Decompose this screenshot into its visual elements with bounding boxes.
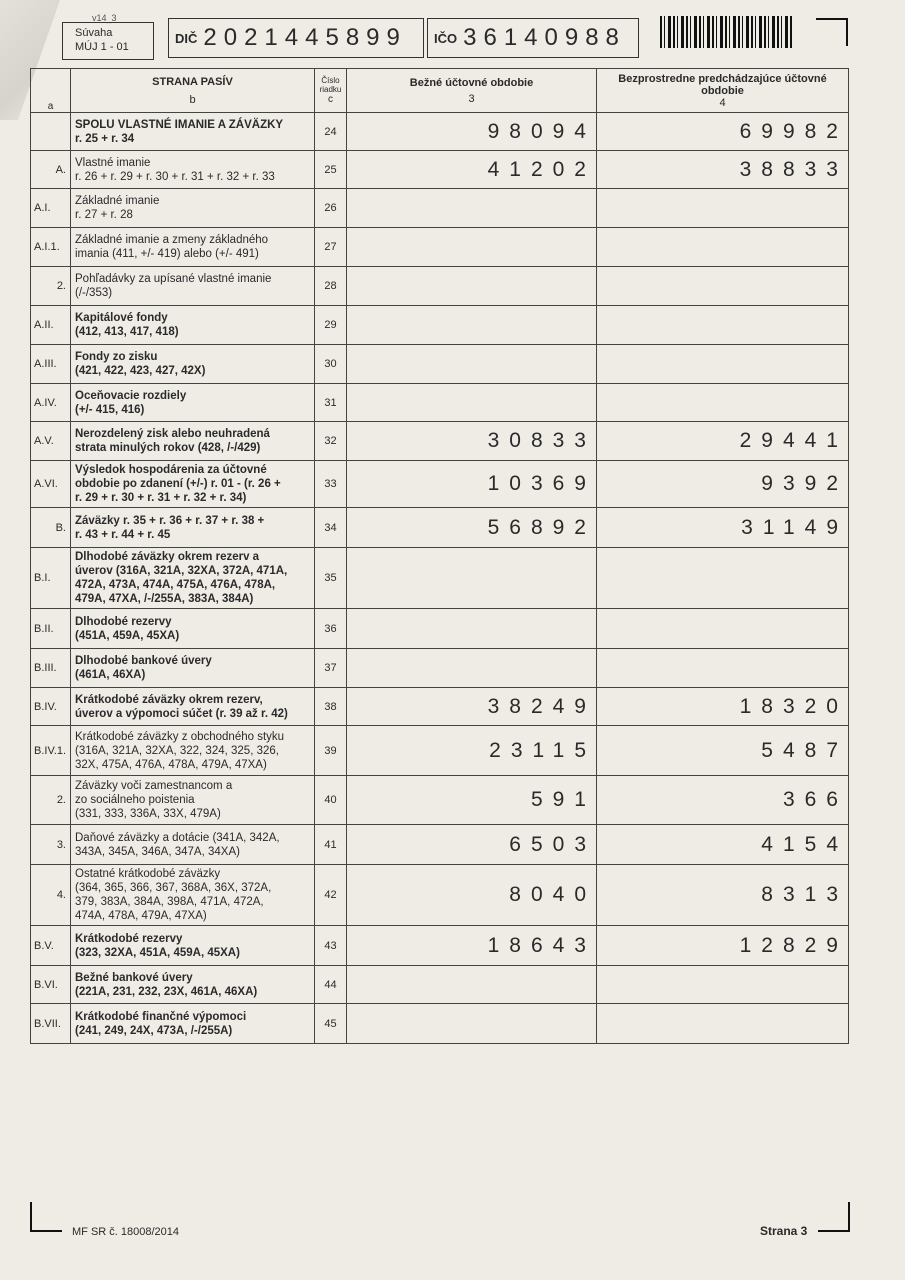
row-description-line1: Záväzky r. 35 + r. 36 + r. 37 + r. 38 + bbox=[75, 514, 265, 527]
row-description bbox=[71, 113, 315, 151]
row-description bbox=[71, 688, 315, 726]
row-description-line1: Krátkodobé rezervy bbox=[75, 932, 183, 945]
previous-period-value: 12829 bbox=[597, 926, 849, 966]
row-description-line1: Výsledok hospodárenia za účtovné bbox=[75, 464, 267, 476]
row-number: 43 bbox=[315, 926, 347, 966]
footer-page-number: Strana 3 bbox=[760, 1224, 808, 1238]
current-period-value: 98094 bbox=[347, 113, 597, 151]
row-description-line2: r. 43 + r. 44 + r. 45 bbox=[75, 528, 171, 541]
table-row bbox=[31, 267, 849, 306]
header-col-a: a bbox=[31, 69, 71, 113]
previous-period-value: 8313 bbox=[597, 865, 849, 926]
row-description-line1: Nerozdelený zisk alebo neuhradená bbox=[75, 428, 270, 440]
row-description-line2: r. 27 + r. 28 bbox=[75, 209, 133, 221]
row-number: 40 bbox=[315, 776, 347, 825]
header-3-number: 3 bbox=[468, 92, 475, 105]
row-number: 29 bbox=[315, 306, 347, 345]
current-period-value bbox=[347, 1004, 597, 1044]
row-description-line1: Ostatné krátkodobé záväzky bbox=[75, 868, 221, 880]
table-row bbox=[31, 926, 849, 966]
row-description-line1: Záväzky voči zamestnancom a bbox=[75, 780, 233, 792]
current-period-value: 591 bbox=[347, 776, 597, 825]
row-code: B.V. bbox=[31, 926, 71, 966]
current-period-value bbox=[347, 649, 597, 688]
row-number: 27 bbox=[315, 228, 347, 267]
row-description-line1: Dlhodobé rezervy bbox=[75, 615, 172, 628]
table-row bbox=[31, 508, 849, 548]
row-description-line1: Fondy zo zisku bbox=[75, 351, 158, 363]
table-row bbox=[31, 726, 849, 776]
row-number: 28 bbox=[315, 267, 347, 306]
dic-value: 2021445899 bbox=[203, 24, 407, 51]
row-description-line2: r. 26 + r. 29 + r. 30 + r. 31 + r. 32 + r. 33 bbox=[75, 170, 275, 183]
row-code: A.I.1. bbox=[31, 228, 71, 267]
row-description-line1: Základné imanie bbox=[75, 195, 160, 207]
previous-period-value: 4154 bbox=[597, 825, 849, 865]
row-description-line1: Dlhodobé bankové úvery bbox=[75, 655, 212, 667]
row-description bbox=[71, 649, 315, 688]
row-code bbox=[31, 113, 71, 151]
row-code: A.IV. bbox=[31, 384, 71, 422]
header-c-title: Číslo riadku bbox=[319, 76, 342, 94]
row-number: 34 bbox=[315, 508, 347, 548]
previous-period-value: 69982 bbox=[597, 113, 849, 151]
row-description bbox=[71, 267, 315, 306]
row-number: 26 bbox=[315, 189, 347, 228]
header-b-letter: b bbox=[189, 93, 196, 106]
row-description-line2: zo sociálneho poistenia bbox=[75, 794, 195, 806]
row-code: A.III. bbox=[31, 345, 71, 384]
row-code: 2. bbox=[31, 776, 71, 825]
row-number: 25 bbox=[315, 151, 347, 189]
row-description bbox=[71, 508, 315, 548]
current-period-value: 30833 bbox=[347, 422, 597, 461]
previous-period-value bbox=[597, 189, 849, 228]
row-description-line2: (451A, 459A, 45XA) bbox=[75, 629, 180, 642]
row-description-line1: Kapitálové fondy bbox=[75, 312, 168, 324]
row-description-line1: Základné imanie a zmeny základného bbox=[75, 234, 269, 246]
row-description bbox=[71, 228, 315, 267]
row-number: 37 bbox=[315, 649, 347, 688]
current-period-value: 8040 bbox=[347, 865, 597, 926]
table-row bbox=[31, 422, 849, 461]
row-description-line3: 32X, 475A, 476A, 478A, 479A, 47XA) bbox=[75, 758, 267, 771]
row-description-line4: 479A, 47XA, /-/255A, 383A, 384A) bbox=[75, 593, 254, 605]
current-period-value: 18643 bbox=[347, 926, 597, 966]
table-row bbox=[31, 776, 849, 825]
row-description-line1: Vlastné imanie bbox=[75, 156, 151, 169]
row-number: 35 bbox=[315, 548, 347, 609]
ico-value: 36140988 bbox=[463, 24, 626, 51]
form-code-box bbox=[62, 22, 154, 60]
row-description-line2: (/-/353) bbox=[75, 287, 113, 299]
row-number: 31 bbox=[315, 384, 347, 422]
table-row bbox=[31, 966, 849, 1004]
row-description bbox=[71, 1004, 315, 1044]
row-description bbox=[71, 384, 315, 422]
row-description-line1: Dlhodobé záväzky okrem rezerv a bbox=[75, 551, 260, 563]
current-period-value: 38249 bbox=[347, 688, 597, 726]
row-code: 4. bbox=[31, 865, 71, 926]
header-col-4 bbox=[597, 69, 849, 113]
previous-period-value bbox=[597, 548, 849, 609]
row-code: 3. bbox=[31, 825, 71, 865]
row-code: 2. bbox=[31, 267, 71, 306]
header-4-number: 4 bbox=[719, 96, 726, 109]
row-number: 30 bbox=[315, 345, 347, 384]
row-code: B. bbox=[31, 508, 71, 548]
row-code: B.IV. bbox=[31, 688, 71, 726]
row-number: 45 bbox=[315, 1004, 347, 1044]
row-description-line2: imania (411, +/- 419) alebo (+/- 491) bbox=[75, 248, 259, 260]
row-description bbox=[71, 189, 315, 228]
row-description-line1: Krátkodobé záväzky z obchodného styku bbox=[75, 730, 285, 743]
row-description-line1: Pohľadávky za upísané vlastné imanie bbox=[75, 273, 272, 285]
row-code: A.VI. bbox=[31, 461, 71, 508]
table-row bbox=[31, 345, 849, 384]
row-number: 24 bbox=[315, 113, 347, 151]
table-row bbox=[31, 228, 849, 267]
header-col-b bbox=[71, 69, 315, 113]
table-row bbox=[31, 189, 849, 228]
current-period-value bbox=[347, 189, 597, 228]
row-description-line2: (+/- 415, 416) bbox=[75, 403, 145, 416]
header-col-c bbox=[315, 69, 347, 113]
dic-label: DIČ bbox=[175, 30, 198, 46]
table-row bbox=[31, 649, 849, 688]
corner-mark-top-right bbox=[816, 18, 848, 46]
current-period-value: 6503 bbox=[347, 825, 597, 865]
row-description bbox=[71, 776, 315, 825]
table-row bbox=[31, 306, 849, 345]
current-period-value bbox=[347, 267, 597, 306]
row-code: B.III. bbox=[31, 649, 71, 688]
current-period-value bbox=[347, 548, 597, 609]
row-description-line2: 343A, 345A, 346A, 347A, 34XA) bbox=[75, 845, 240, 858]
row-description bbox=[71, 726, 315, 776]
current-period-value bbox=[347, 384, 597, 422]
form-version-tag: v14_3 bbox=[92, 13, 117, 23]
corner-mark-bottom-right bbox=[818, 1202, 850, 1232]
previous-period-value: 31149 bbox=[597, 508, 849, 548]
row-code: B.I. bbox=[31, 548, 71, 609]
row-description bbox=[71, 345, 315, 384]
table-row bbox=[31, 113, 849, 151]
header-col-3 bbox=[347, 69, 597, 113]
row-description-line2: (421, 422, 423, 427, 42X) bbox=[75, 365, 206, 377]
previous-period-value bbox=[597, 1004, 849, 1044]
table-row bbox=[31, 384, 849, 422]
row-number: 42 bbox=[315, 865, 347, 926]
header-3-title: Bežné účtovné obdobie bbox=[409, 76, 534, 89]
row-code: B.IV.1. bbox=[31, 726, 71, 776]
row-description-line3: r. 29 + r. 30 + r. 31 + r. 32 + r. 34) bbox=[75, 492, 247, 504]
row-number: 36 bbox=[315, 609, 347, 649]
current-period-value bbox=[347, 345, 597, 384]
row-description bbox=[71, 825, 315, 865]
row-description-line2: r. 25 + r. 34 bbox=[75, 132, 135, 145]
table-row bbox=[31, 1004, 849, 1044]
row-code: A.V. bbox=[31, 422, 71, 461]
row-description-line2: (221A, 231, 232, 23X, 461A, 46XA) bbox=[75, 985, 258, 998]
previous-period-value: 29441 bbox=[597, 422, 849, 461]
row-description-line4: 474A, 478A, 479A, 47XA) bbox=[75, 910, 207, 922]
row-description bbox=[71, 609, 315, 649]
row-description-line2: (241, 249, 24X, 473A, /-/255A) bbox=[75, 1024, 233, 1037]
row-description bbox=[71, 306, 315, 345]
previous-period-value: 9392 bbox=[597, 461, 849, 508]
row-description-line2: strata minulých rokov (428, /-/429) bbox=[75, 442, 261, 454]
liabilities-table bbox=[30, 68, 849, 1044]
row-number: 38 bbox=[315, 688, 347, 726]
row-code: A.II. bbox=[31, 306, 71, 345]
current-period-value bbox=[347, 306, 597, 345]
previous-period-value bbox=[597, 966, 849, 1004]
table-row bbox=[31, 825, 849, 865]
row-code: A. bbox=[31, 151, 71, 189]
row-description-line2: (323, 32XA, 451A, 459A, 45XA) bbox=[75, 946, 240, 959]
row-number: 44 bbox=[315, 966, 347, 1004]
row-code: B.VII. bbox=[31, 1004, 71, 1044]
previous-period-value: 5487 bbox=[597, 726, 849, 776]
table-row bbox=[31, 865, 849, 926]
row-description-line3: 379, 383A, 384A, 398A, 471A, 472A, bbox=[75, 896, 264, 908]
previous-period-value: 38833 bbox=[597, 151, 849, 189]
row-number: 39 bbox=[315, 726, 347, 776]
row-number: 33 bbox=[315, 461, 347, 508]
ico-label: IČO bbox=[434, 30, 458, 46]
row-description-line2: (412, 413, 417, 418) bbox=[75, 326, 179, 338]
row-code: B.II. bbox=[31, 609, 71, 649]
header-4-title: Bezprostredne predchádzajúce účtovné obdobie bbox=[618, 72, 827, 97]
current-period-value: 56892 bbox=[347, 508, 597, 548]
row-description-line3: 472A, 473A, 474A, 475A, 476A, 478A, bbox=[75, 579, 276, 591]
current-period-value: 23115 bbox=[347, 726, 597, 776]
row-number: 41 bbox=[315, 825, 347, 865]
row-description bbox=[71, 966, 315, 1004]
previous-period-value bbox=[597, 345, 849, 384]
previous-period-value bbox=[597, 609, 849, 649]
previous-period-value bbox=[597, 384, 849, 422]
row-description bbox=[71, 461, 315, 508]
previous-period-value bbox=[597, 649, 849, 688]
form-name: Súvaha bbox=[75, 27, 113, 39]
row-description-line2: (316A, 321A, 32XA, 322, 324, 325, 326, bbox=[75, 744, 279, 757]
previous-period-value bbox=[597, 228, 849, 267]
table-row bbox=[31, 548, 849, 609]
row-code: B.VI. bbox=[31, 966, 71, 1004]
previous-period-value bbox=[597, 267, 849, 306]
row-description-line1: Krátkodobé záväzky okrem rezerv, bbox=[75, 693, 263, 706]
current-period-value: 41202 bbox=[347, 151, 597, 189]
row-description-line1: Bežné bankové úvery bbox=[75, 971, 193, 984]
table-row bbox=[31, 609, 849, 649]
current-period-value bbox=[347, 609, 597, 649]
dic-box bbox=[168, 18, 424, 58]
row-description-line2: (364, 365, 366, 367, 368A, 36X, 372A, bbox=[75, 882, 272, 894]
row-description-line1: Oceňovacie rozdiely bbox=[75, 389, 187, 402]
table-header-row bbox=[31, 69, 849, 113]
row-description bbox=[71, 422, 315, 461]
table-row bbox=[31, 461, 849, 508]
row-description-line1: Krátkodobé finančné výpomoci bbox=[75, 1010, 247, 1023]
row-description bbox=[71, 926, 315, 966]
row-description-line2: úverov a výpomoci súčet (r. 39 až r. 42) bbox=[75, 707, 288, 720]
table-row bbox=[31, 688, 849, 726]
row-description-line1: Daňové záväzky a dotácie (341A, 342A, bbox=[75, 831, 280, 844]
row-number: 32 bbox=[315, 422, 347, 461]
row-description-line2: (461A, 46XA) bbox=[75, 669, 146, 681]
previous-period-value: 18320 bbox=[597, 688, 849, 726]
previous-period-value bbox=[597, 306, 849, 345]
corner-mark-bottom-left bbox=[30, 1202, 62, 1232]
row-description-line2: obdobie po zdanení (+/-) r. 01 - (r. 26 + bbox=[75, 478, 281, 490]
table-row bbox=[31, 151, 849, 189]
header-b-title: STRANA PASÍV bbox=[152, 75, 233, 88]
row-code: A.I. bbox=[31, 189, 71, 228]
row-description-line3: (331, 333, 336A, 33X, 479A) bbox=[75, 808, 221, 820]
current-period-value bbox=[347, 228, 597, 267]
header-c-letter: c bbox=[328, 94, 333, 105]
current-period-value bbox=[347, 966, 597, 1004]
row-description bbox=[71, 865, 315, 926]
row-description-line2: úverov (316A, 321A, 32XA, 372A, 471A, bbox=[75, 565, 288, 577]
row-description bbox=[71, 548, 315, 609]
ico-box bbox=[427, 18, 639, 58]
row-description bbox=[71, 151, 315, 189]
previous-period-value: 366 bbox=[597, 776, 849, 825]
current-period-value: 10369 bbox=[347, 461, 597, 508]
footer-regulation: MF SR č. 18008/2014 bbox=[72, 1226, 180, 1238]
form-code: MÚJ 1 - 01 bbox=[75, 41, 129, 53]
barcode-icon bbox=[660, 16, 792, 48]
row-description-line1: SPOLU VLASTNÉ IMANIE A ZÁVÄZKY bbox=[75, 118, 284, 131]
